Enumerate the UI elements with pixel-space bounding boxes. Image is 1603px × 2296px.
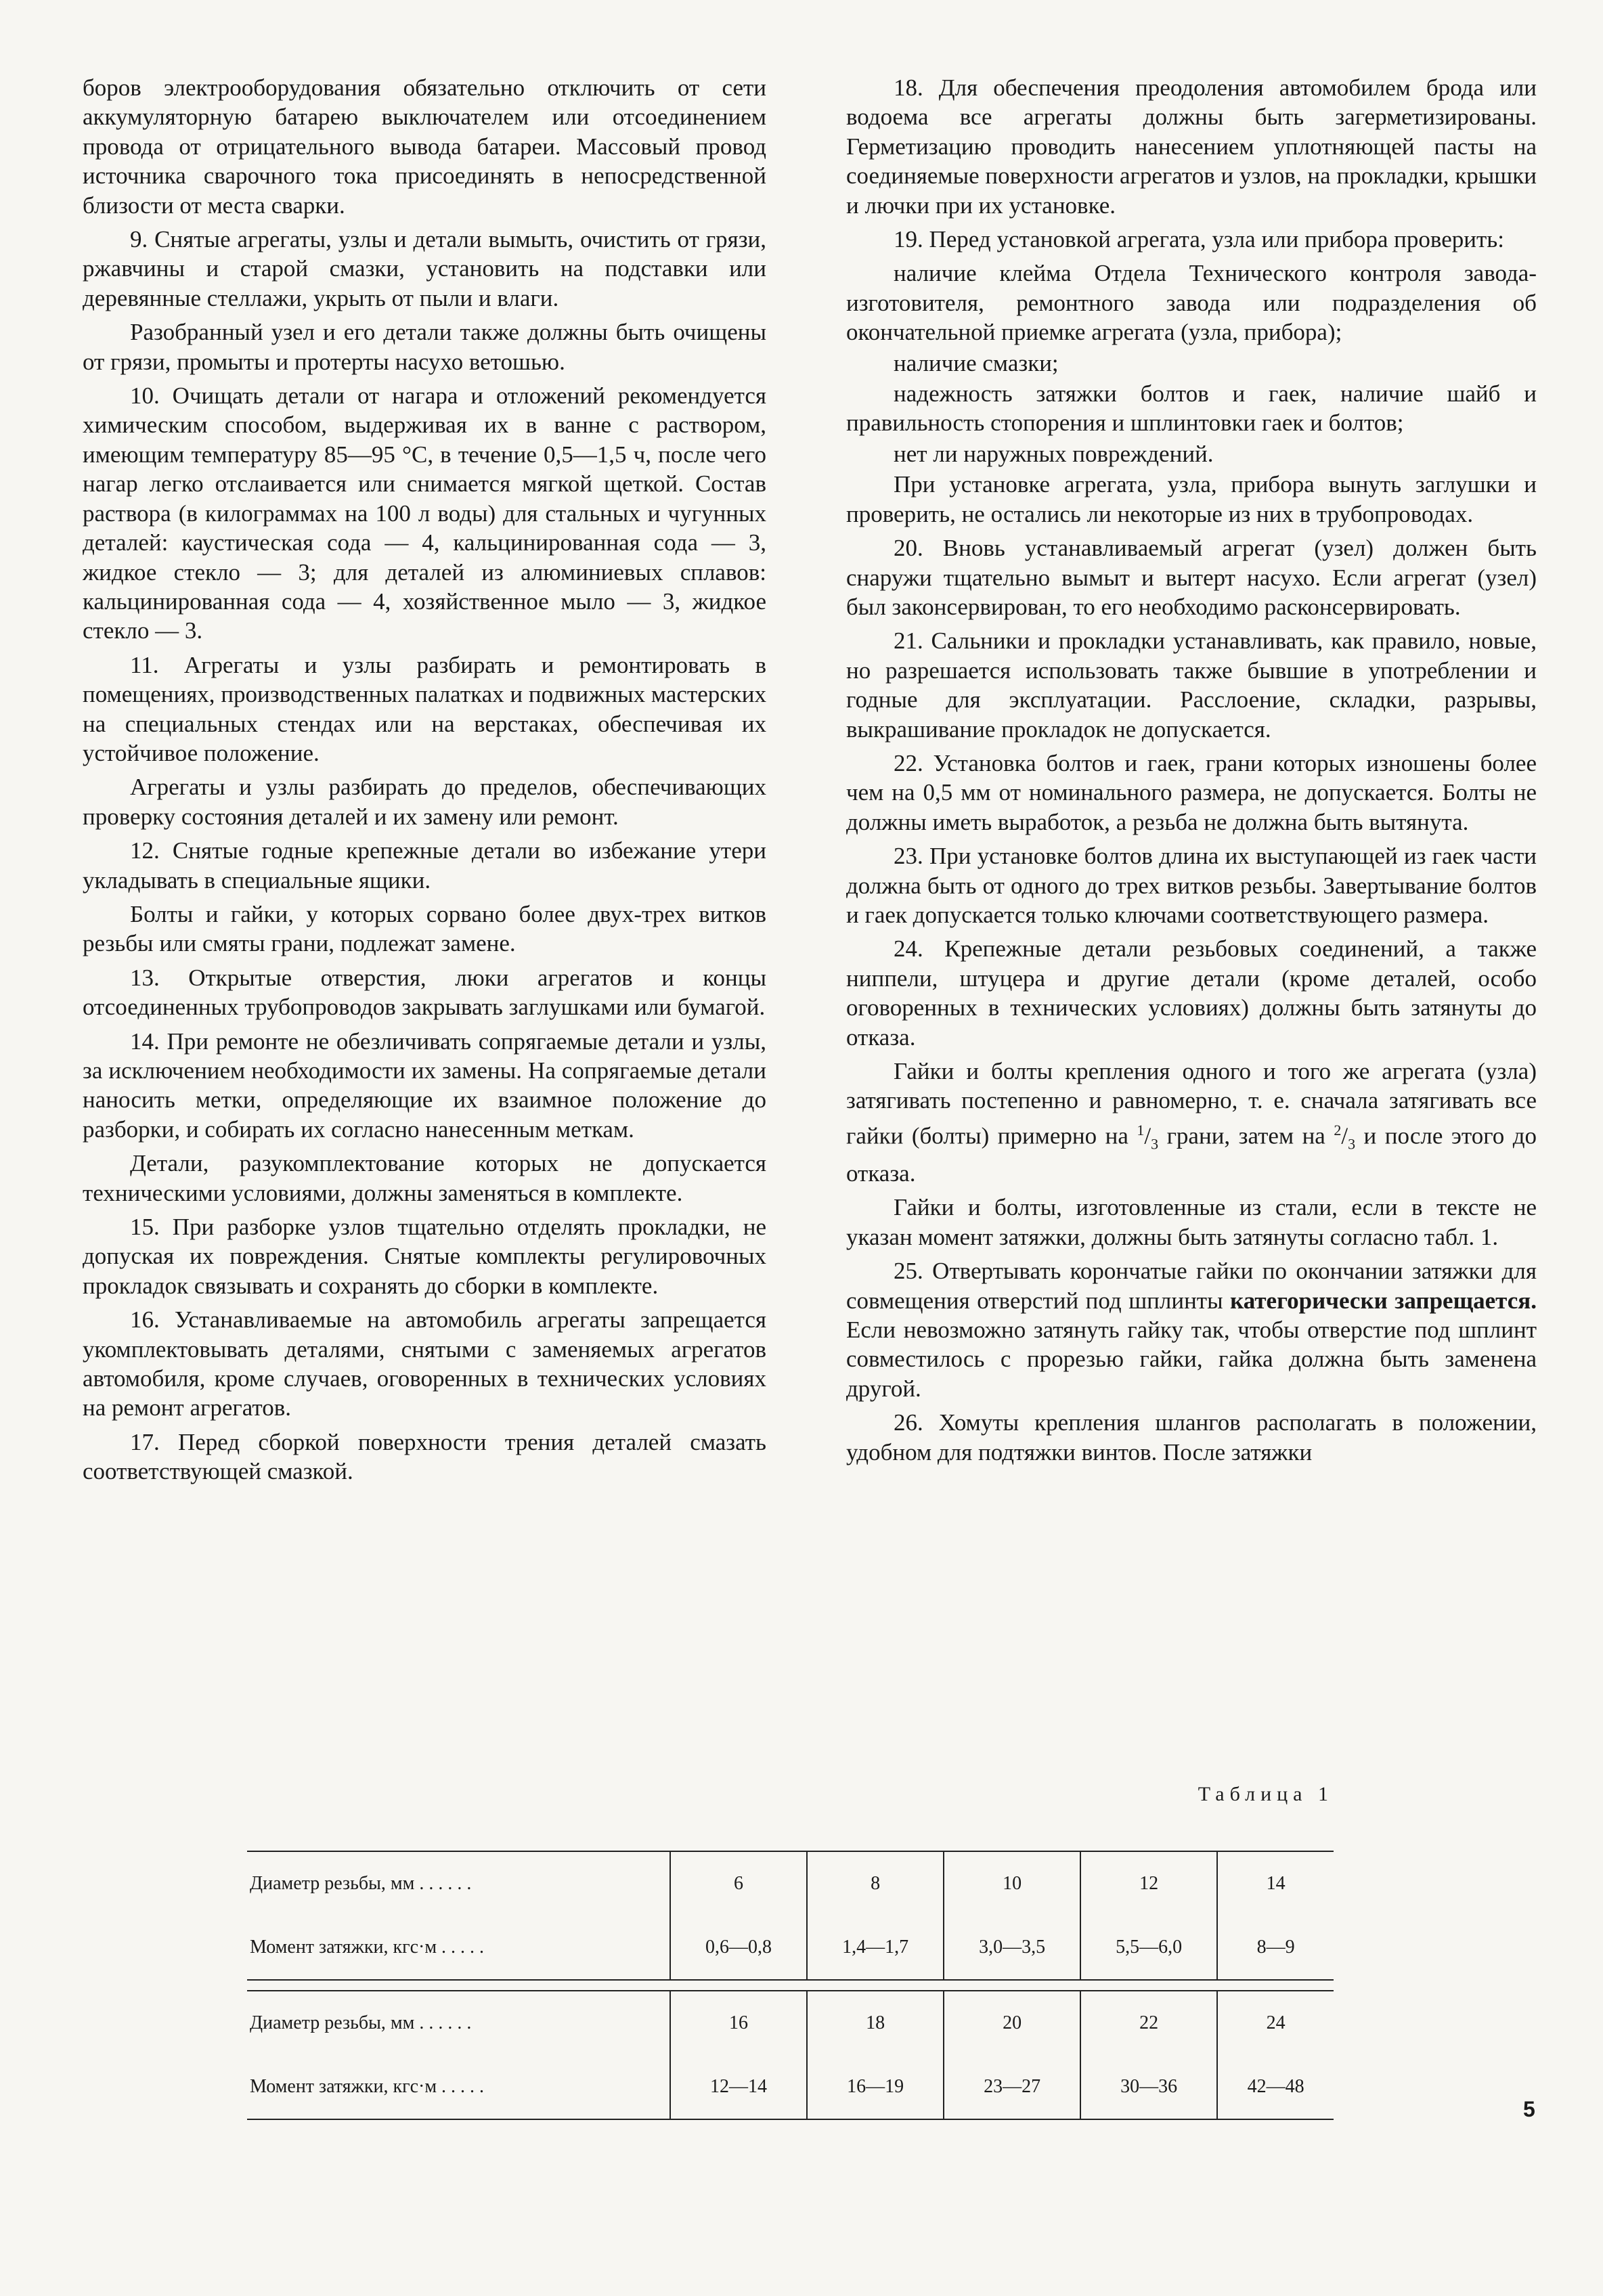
table-cell: 14 (1217, 1851, 1334, 1916)
text-run: и после этого до отказа. (846, 1122, 1537, 1187)
paragraph: 14. При ремонте не обезличивать сопрягаемые детали и узлы, за исключением необходимости их замены. На сопрягаемые детали наносить метки, определяющие их взаимное положение до разборки, и собирать их согласно нанесенным меткам. (83, 1028, 766, 1143)
row-label-torque: Момент затяжки, кгс·м . . . . . (247, 2055, 670, 2119)
paragraph: 15. При разборке узлов тщательно отделять прокладки, не допуская их повреждения. Снятые комплекты регулировочных прокладок связывать и сохранять до сборки в комплекте. (83, 1214, 766, 1299)
paragraph: 9. Снятые агрегаты, узлы и детали вымыть, очистить от грязи, ржавчины и старой смазки, установить на подставки или деревянные стеллажи, укрыть от пыли и влаги. (83, 226, 766, 311)
text-run: Гайки и болты крепления одного и того же агрегата (узла) затягивать постепенно и равномерно, т. е. сначала затягивать все гайки (болты) примерно на (846, 1058, 1537, 1149)
table-cell: 20 (944, 1991, 1080, 2055)
paragraph: 22. Установка болтов и гаек, грани которых изношены более чем на 0,5 мм от номинального размера, не допускается. Болты не должны иметь выработок, а резьба не должна быть вытянута. (846, 749, 1537, 835)
paragraph: 24. Крепежные детали резьбовых соединений, а также ниппели, штуцера и другие детали (кроме деталей, особо оговоренных в технических условиях) должны быть затянуты до отказа. (846, 935, 1537, 1051)
table-cell: 42—48 (1217, 2055, 1334, 2119)
paragraph: 21. Сальники и прокладки устанавливать, как правило, новые, но разрешается использовать также бывшие в употреблении и годные для эксплуатации. Расслоение, складки, разрывы, выкрашивание прокладок не допускается. (846, 627, 1537, 743)
paragraph: 23. При установке болтов длина их выступающей из гаек части должна быть от одного до трех витков резьбы. Завертывание болтов и гаек допускается только ключами соответствующего размера. (846, 843, 1537, 928)
fraction-denominator: 3 (1151, 1135, 1159, 1153)
paragraph: 11. Агрегаты и узлы разбирать и ремонтировать в помещениях, производственных палатках и подвижных мастерских на специальных стендах или на верстаках, обеспечивая их устойчивое положение. (83, 651, 766, 766)
table-cell: 24 (1217, 1991, 1334, 2055)
table-cell: 0,6—0,8 (670, 1916, 807, 1980)
table-cell: 8 (807, 1851, 944, 1916)
right-column (846, 73, 1537, 1472)
table-cell: 16 (670, 1991, 807, 2055)
paragraph: боров электрооборудования обязательно отключить от сети аккумуляторную батарею выключателем или отсоединением провода от отрицательного вывода батареи. Массовый провод источника сварочного тока присоединять в непосредственной близости от места сварки. (83, 74, 766, 219)
paragraph: 10. Очищать детали от нагара и отложений рекомендуется химическим способом, выдерживая их в ванне с раствором, имеющим температуру 85—95 °С, в течение 0,5—1,5 ч, после чего нагар легко отслаивается или снимается мягкой щеткой. Состав раствора (в килограммах на 100 л воды) для стальных и чугунных деталей: каустическая сода — 4, кальцинированная сода — 3, жидкое стекло — 3; для деталей из алюминиевых сплавов: кальцинированная сода — 4, хозяйственное мыло — 3, жидкое стекло — 3. (83, 382, 766, 644)
paragraph: 19. Перед установкой агрегата, узла или прибора проверить: (894, 226, 1504, 253)
table-cell: 23—27 (944, 2055, 1080, 2119)
torque-table (247, 1851, 1334, 2120)
row-label-diameter: Диаметр резьбы, мм . . . . . . (247, 1991, 670, 2055)
paragraph-castle-nuts (846, 1256, 1537, 1403)
table-row (247, 1851, 1334, 1916)
table-cell: 18 (807, 1991, 944, 2055)
table-row (247, 2055, 1334, 2119)
text-run: грани, затем на (1158, 1122, 1334, 1149)
table-cell: 30—36 (1080, 2055, 1217, 2119)
table-cell: 3,0—3,5 (944, 1916, 1080, 1980)
paragraph: 17. Перед сборкой поверхности трения деталей смазать соответствующей смазкой. (83, 1428, 766, 1485)
bold-warning: категорически запрещается. (1230, 1287, 1537, 1314)
table-cell: 5,5—6,0 (1080, 1916, 1217, 1980)
paragraph-tightening-order: Гайки и болты крепления одного и того же агрегата (узла) затягивать постепенно и равномерно, т. е. сначала затягивать все гайки (болты) примерно на $^1/_3$ грани, затем на $^2/_3$ и после этого до отказа. (846, 1058, 1537, 1187)
row-label-diameter: Диаметр резьбы, мм . . . . . . (247, 1851, 670, 1916)
table-cell: 10 (944, 1851, 1080, 1916)
paragraph: 12. Снятые годные крепежные детали во избежание утери укладывать в специальные ящики. (83, 837, 766, 893)
left-column (83, 73, 766, 1491)
paragraph: Болты и гайки, у которых сорвано более двух-трех витков резьбы или смяты грани, подлежат замене. (83, 900, 766, 957)
paragraph: 13. Открытые отверстия, люки агрегатов и концы отсоединенных трубопроводов закрывать заглушками или бумагой. (83, 964, 766, 1021)
paragraph: 20. Вновь устанавливаемый агрегат (узел) должен быть снаружи тщательно вымыт и вытерт насухо. Если агрегат (узел) был законсервирован, то его необходимо расконсервировать. (846, 535, 1537, 620)
table-cell: 12—14 (670, 2055, 807, 2119)
table-row (247, 1916, 1334, 1980)
checklist-item: наличие смазки; (894, 349, 1059, 376)
table-cell: 22 (1080, 1991, 1217, 2055)
paragraph: Агрегаты и узлы разбирать до пределов, обеспечивающих проверку состояния деталей и их замену или ремонт. (83, 774, 766, 830)
fraction-denominator: 3 (1348, 1135, 1356, 1153)
table-cell: 8—9 (1217, 1916, 1334, 1980)
fraction-numerator: 2 (1334, 1121, 1342, 1139)
paragraph: Гайки и болты, изготовленные из стали, если в тексте не указан момент затяжки, должны быть затянуты согласно табл. 1. (846, 1194, 1537, 1250)
table-cell: 6 (670, 1851, 807, 1916)
text-run: Если невозможно затянуть гайку так, чтобы отверстие под шплинт совместилось с прорезью гайки, гайка должна быть заменена другой. (846, 1316, 1537, 1402)
table-row (247, 1991, 1334, 2055)
row-label-torque: Момент затяжки, кгс·м . . . . . (247, 1916, 670, 1980)
fraction-numerator: 1 (1137, 1121, 1145, 1139)
paragraph: Разобранный узел и его детали также должны быть очищены от грязи, промыты и протерты насухо ветошью. (83, 319, 766, 375)
checklist-item: нет ли наружных повреждений. (894, 440, 1214, 467)
table-cell: 16—19 (807, 2055, 944, 2119)
table-caption: Таблица 1 (1198, 1783, 1334, 1805)
checklist-item: надежность затяжки болтов и гаек, наличие шайб и правильность стопорения и шплинтовки гаек и болтов; (846, 380, 1537, 437)
paragraph: 16. Устанавливаемые на автомобиль агрегаты запрещается укомплектовывать деталями, снятыми с заменяемых агрегатов автомобиля, кроме случаев, оговоренных в технических условиях на ремонт агрегатов. (83, 1306, 766, 1421)
paragraph: 26. Хомуты крепления шлангов располагать в положении, удобном для подтяжки винтов. После затяжки (846, 1409, 1537, 1465)
table-cell: 1,4—1,7 (807, 1916, 944, 1980)
text-run: 25. Отвертывать корончатые гайки по окончании затяжки для совмещения отверстий под шплинты (846, 1258, 1537, 1314)
paragraph: Детали, разукомплектование которых не допускается техническими условиями, должны заменяться в комплекте. (83, 1150, 766, 1206)
table-cell: 12 (1080, 1851, 1217, 1916)
page-number: 5 (1523, 2097, 1535, 2121)
paragraph: При установке агрегата, узла, прибора вынуть заглушки и проверить, не остались ли некоторые из них в трубопроводах. (846, 471, 1537, 527)
checklist-item: наличие клейма Отдела Технического контроля завода-изготовителя, ремонтного завода или подразделения об окончательной приемке агрегата (узла, прибора); (846, 260, 1537, 346)
table-spacer (247, 1980, 1334, 1991)
paragraph: 18. Для обеспечения преодоления автомобилем брода или водоема все агрегаты должны быть загерметизированы. Герметизацию проводить нанесением уплотняющей пасты на соединяемые поверхности агрегатов и узлов, на прокладки, крышки и лючки при их установке. (846, 74, 1537, 219)
